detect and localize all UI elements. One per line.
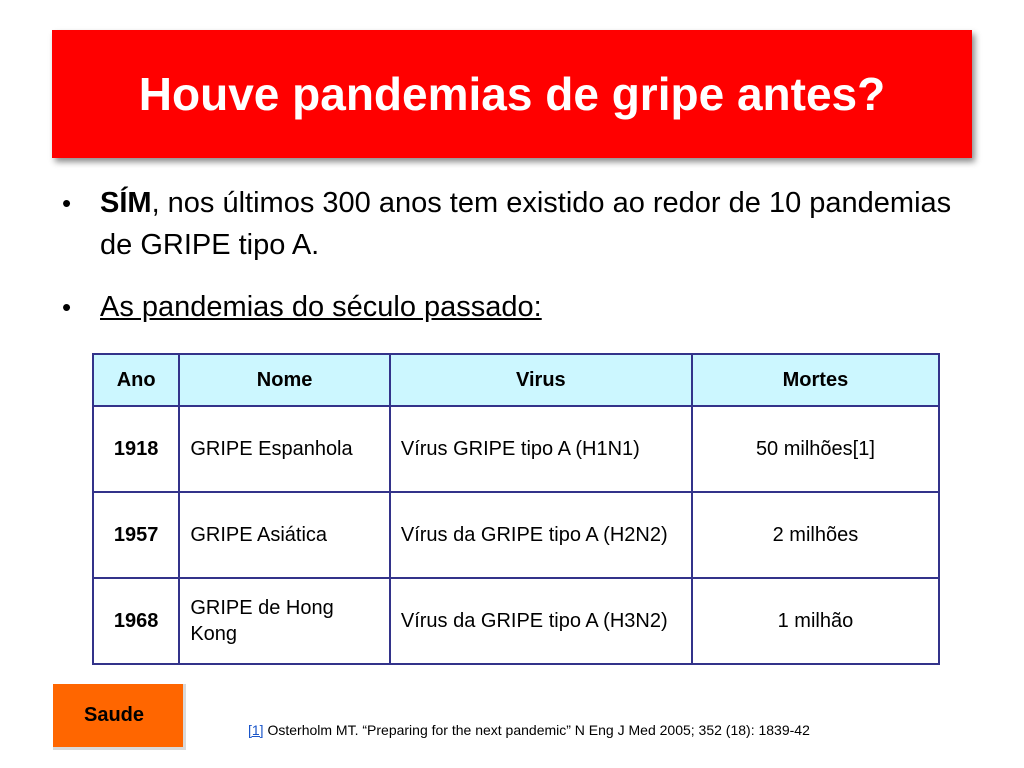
cell-deaths: 2 milhões — [692, 492, 939, 578]
cell-name: GRIPE Espanhola — [179, 406, 390, 492]
cell-year: 1957 — [93, 492, 179, 578]
bullet-item-2 — [62, 286, 962, 328]
bullet-item-1 — [62, 182, 962, 266]
saude-button[interactable]: Saude — [53, 684, 186, 750]
cell-year: 1968 — [93, 578, 179, 664]
table-header-row — [93, 354, 939, 406]
bullet-1-text: , nos últimos 300 anos tem existido ao redor de 10 pandemias de GRIPE tipo A. — [100, 187, 952, 261]
header-ano: Ano — [93, 354, 179, 406]
table-row — [93, 578, 939, 664]
bullet-marker: • — [62, 292, 72, 322]
cell-virus: Vírus da GRIPE tipo A (H2N2) — [390, 492, 692, 578]
header-mortes: Mortes — [692, 354, 939, 406]
header-virus: Virus — [390, 354, 692, 406]
bullet-2-text: As pandemias do século passado: — [100, 291, 542, 323]
footnote-link[interactable]: [1] — [248, 722, 264, 738]
cell-virus: Vírus GRIPE tipo A (H1N1) — [390, 406, 692, 492]
bullet-1-emphasis: SÍM — [100, 187, 152, 219]
bullet-marker: • — [62, 188, 72, 218]
cell-year: 1918 — [93, 406, 179, 492]
header-nome: Nome — [179, 354, 390, 406]
slide-title: Houve pandemias de gripe antes? — [138, 68, 886, 120]
title-banner — [52, 30, 972, 158]
bullet-list — [62, 182, 962, 328]
cell-deaths: 50 milhões[1] — [692, 406, 939, 492]
table-row — [93, 492, 939, 578]
pandemics-table — [92, 353, 940, 665]
footnote-reference — [248, 722, 810, 738]
footnote-text: Osterholm MT. “Preparing for the next pandemic” N Eng J Med 2005; 352 (18): 1839-42 — [263, 722, 810, 738]
cell-deaths: 1 milhão — [692, 578, 939, 664]
cell-name: GRIPE de Hong Kong — [179, 578, 390, 664]
cell-name: GRIPE Asiática — [179, 492, 390, 578]
cell-virus: Vírus da GRIPE tipo A (H3N2) — [390, 578, 692, 664]
table-row — [93, 406, 939, 492]
